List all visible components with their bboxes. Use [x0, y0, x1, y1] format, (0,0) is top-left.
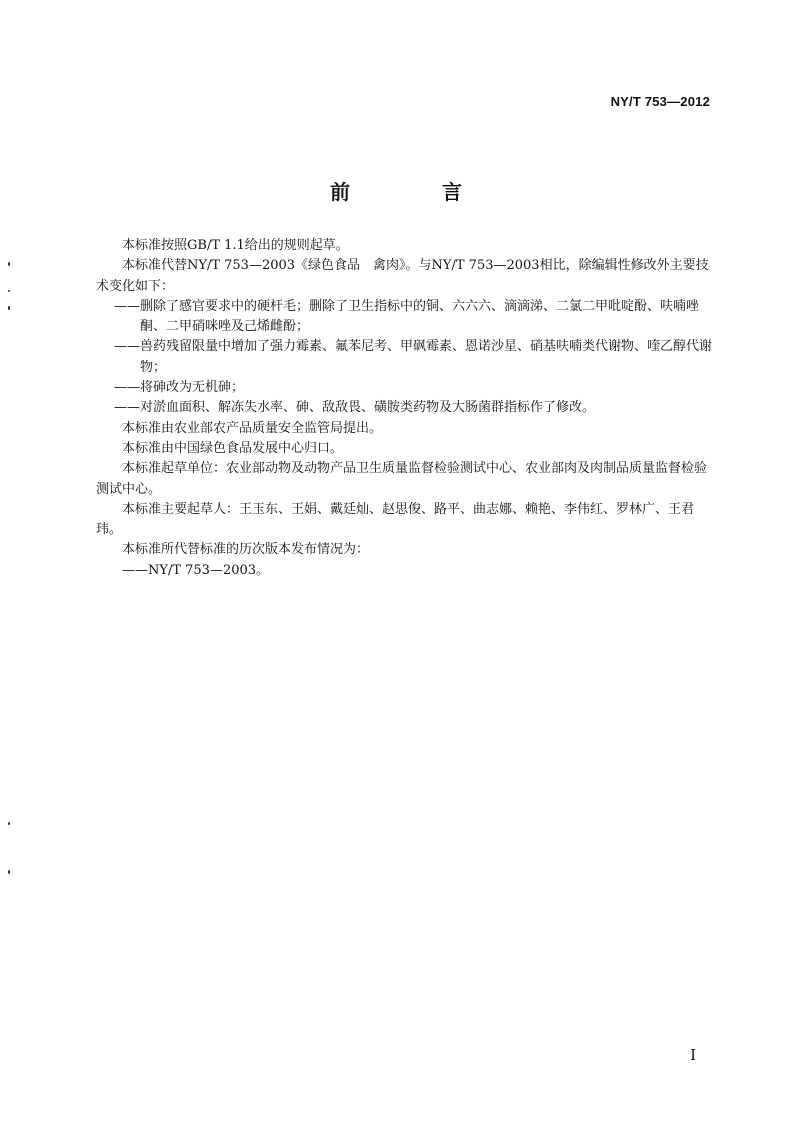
- page-title: 前 言: [330, 180, 498, 204]
- page-number: I: [690, 1046, 696, 1064]
- scan-mark: [8, 262, 10, 266]
- paragraph-drafting-rule: 本标准按照GB/T 1.1给出的规则起草。: [122, 238, 349, 253]
- paragraph-proposer: 本标准由农业部农产品质量安全监管局提出。: [122, 420, 383, 436]
- scan-mark: [8, 290, 10, 292]
- paragraph-replacement: 本标准代替NY/T 753—2003《绿色食品 禽肉》。与NY/T 753—2003相比，除编辑性修改外主要技术变化如下：: [96, 258, 709, 294]
- change-item-sensory: ——删除了感官要求中的硬杆毛；删除了卫生指标中的铜、六六六、滴滴涕、二氯二甲吡啶酚、呋喃唑酮、二甲硝咪唑及己烯雌酚；: [114, 298, 700, 335]
- scan-mark: [8, 306, 10, 310]
- paragraph-centralized: 本标准由中国绿色食品发展中心归口。: [122, 440, 344, 456]
- standard-code: NY/T 753—2012: [610, 94, 710, 109]
- change-item-indicators: ——对淤血面积、解冻失水率、砷、敌敌畏、磺胺类药物及大肠菌群指标作了修改。: [114, 400, 596, 416]
- scan-mark: [8, 822, 10, 825]
- paragraph-drafters: 本标准主要起草人：王玉东、王娟、戴廷灿、赵思俊、路平、曲志娜、赖艳、李伟红、罗林广、王君玮。: [96, 501, 695, 538]
- change-item-arsenic: ——将砷改为无机砷；: [114, 380, 245, 396]
- paragraph-drafting-units: 本标准起草单位：农业部动物及动物产品卫生质量监督检验测试中心、农业部肉及肉制品质量监督检验测试中心。: [96, 461, 708, 497]
- change-item-vet-drug: ——兽药残留限量中增加了强力霉素、氟苯尼考、甲砜霉素、恩诺沙星、硝基呋喃类代谢物、喹乙醇代谢物；: [114, 339, 713, 375]
- scan-mark: [8, 870, 10, 874]
- paragraph-history-intro: 本标准所代替标准的历次版本发布情况为：: [122, 542, 370, 558]
- foreword-body: [96, 236, 712, 581]
- paragraph-history-item: ——NY/T 753—2003。: [122, 562, 270, 578]
